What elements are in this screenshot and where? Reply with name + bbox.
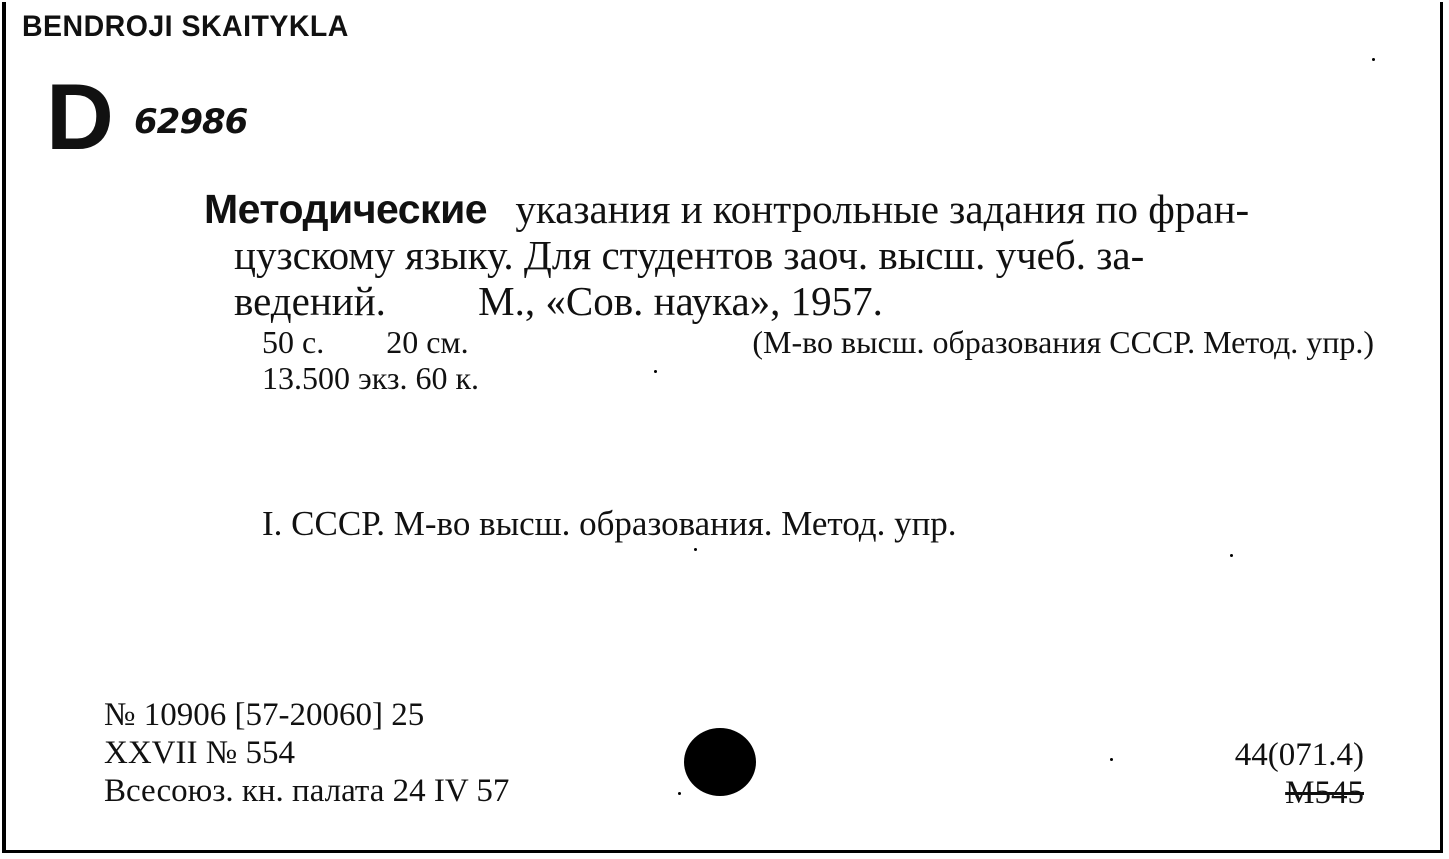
library-stamp: BENDROJI SKAITYKLA bbox=[22, 10, 349, 43]
description-series: (М-во высш. образования СССР. Метод. упр.) bbox=[752, 324, 1374, 360]
entry-line-1-rest: указания и контрольные задания по фран- bbox=[515, 186, 1250, 232]
entry-line-1 bbox=[204, 186, 1374, 232]
classification-block bbox=[1235, 736, 1364, 812]
entry-line-2: цузскому языку. Для студентов заоч. высш. учеб. за- bbox=[234, 232, 1145, 278]
ink-speck bbox=[678, 792, 681, 795]
ink-speck bbox=[1110, 758, 1113, 761]
entry-line-3-left: ведений. bbox=[234, 278, 386, 324]
description-line-1 bbox=[262, 324, 1374, 360]
inventory-number: 62986 bbox=[134, 102, 248, 142]
description-pages: 50 с. bbox=[262, 324, 325, 360]
ink-speck bbox=[694, 548, 697, 551]
imprint-line-3: Всесоюз. кн. палата 24 IV 57 bbox=[104, 773, 510, 809]
description-line-2: 13.500 экз. 60 к. bbox=[262, 360, 480, 396]
imprint-block bbox=[104, 696, 509, 810]
imprint-line-1: № 10906 [57-20060] 25 bbox=[104, 697, 425, 733]
ink-speck bbox=[1230, 554, 1233, 557]
ink-speck bbox=[654, 370, 657, 373]
fund-letter: D bbox=[46, 64, 114, 169]
physical-description bbox=[262, 324, 1374, 396]
entry-title-lead: Методические bbox=[204, 186, 488, 232]
ink-speck bbox=[1372, 58, 1375, 61]
author-mark: M545 bbox=[1285, 775, 1364, 811]
entry-line-3 bbox=[204, 278, 1374, 324]
udc-code: 44(071.4) bbox=[1234, 737, 1364, 773]
description-size: 20 см. bbox=[386, 324, 469, 360]
added-entry-tracing: I. СССР. М-во высш. образования. Метод. упр. bbox=[262, 504, 957, 543]
catalog-card bbox=[2, 2, 1443, 853]
entry-imprint: М., «Сов. наука», 1957. bbox=[478, 278, 883, 324]
imprint-line-2: XXVII № 554 bbox=[104, 735, 295, 771]
punch-hole bbox=[684, 728, 756, 796]
bibliographic-entry bbox=[204, 186, 1374, 324]
